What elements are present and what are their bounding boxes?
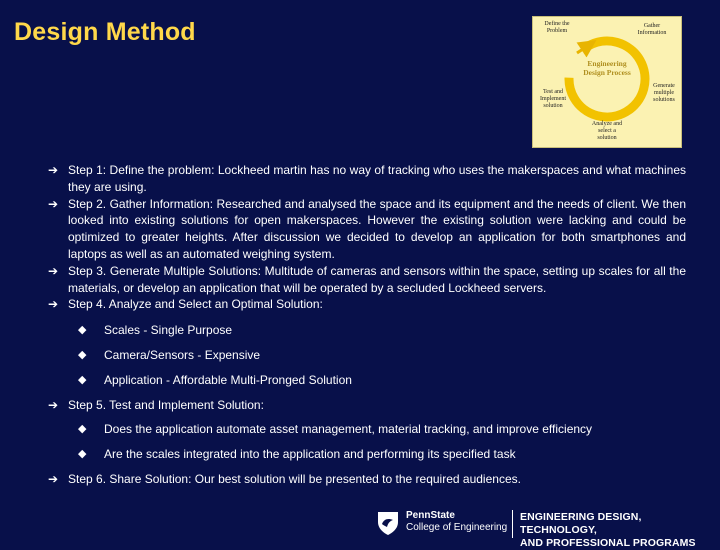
diamond-bullet-icon: ◆ [78,448,87,461]
diamond-bullet-icon: ◆ [78,324,87,337]
step-5-sub-item [48,446,686,463]
diagram-step-gather: Gather Information [637,23,667,36]
arrow-bullet-icon: ➔ [48,397,59,412]
diagram-step-analyze: Analyze and select a solution [591,121,623,141]
arrow-bullet-icon: ➔ [48,196,59,211]
department-name [520,511,720,550]
diamond-bullet-icon: ◆ [78,348,87,361]
step-4-sub-item [48,322,686,339]
arrow-bullet-icon: ➔ [48,263,59,278]
arrow-bullet-icon: ➔ [48,297,59,312]
step-1-bullet [48,162,686,196]
step-2-text: Step 2. Gather Information: Researched and analysed the space and its equipment and the needs of client. We then looked into existing solutions for open makerspaces. However the existing solution were lacking and could be optimized to greater heights. After discussion we decided to develop an application for both smartphones and laptops as well as an automated weighing system. [68,196,686,261]
step-5-bullet [48,397,686,414]
sub-item-text: Camera/Sensors - Expensive [104,347,261,362]
step-1-text: Step 1: Define the problem: Lockheed martin has no way of tracking who uses the makerspaces and what machines they are using. [68,163,686,194]
sub-item-text: Application - Affordable Multi-Pronged Solution [104,372,352,387]
step-5-sub-item [48,421,686,438]
diamond-bullet-icon: ◆ [78,373,87,386]
slide-body [48,162,686,488]
arrow-bullet-icon: ➔ [48,471,59,486]
sub-item-text: Does the application automate asset management, material tracking, and improve efficiency [104,422,593,437]
diamond-bullet-icon: ◆ [78,423,87,436]
slide-title: Design Method [14,18,196,46]
step-4-bullet [48,296,686,313]
step-6-bullet [48,471,686,488]
step-2-bullet [48,196,686,263]
penn-state-shield-icon [376,510,400,536]
footer-divider [512,510,513,538]
diagram-step-test: Test and Implement solution [540,89,566,109]
diagram-center-label: Engineering Design Process [583,59,631,77]
step-4-sub-item [48,372,686,389]
step-4-sub-item [48,347,686,364]
college-name: College of Engineering [406,522,508,533]
design-process-diagram [532,16,682,148]
penn-state-wordmark [406,510,507,534]
university-name: PennState [406,510,455,521]
department-line-2: AND PROFESSIONAL PROGRAMS [520,537,696,549]
step-6-text: Step 6. Share Solution: Our best solution will be presented to the required audiences. [68,471,521,486]
step-5-text: Step 5. Test and Implement Solution: [68,397,264,412]
arrow-bullet-icon: ➔ [48,163,59,177]
step-3-bullet [48,263,686,297]
department-line-1: ENGINEERING DESIGN, TECHNOLOGY, [520,511,642,536]
sub-item-text: Scales - Single Purpose [104,323,233,338]
diagram-step-generate: Generate multiple solutions [653,83,675,103]
sub-item-text: Are the scales integrated into the application and performing its specified task [104,447,516,462]
diagram-step-define: Define the Problem [544,21,570,34]
step-4-text: Step 4. Analyze and Select an Optimal Solution: [68,297,323,312]
step-3-text: Step 3. Generate Multiple Solutions: Multitude of cameras and sensors within the space, setting up scales for all the materials, or develop an application that will be operated by a secluded Lockheed servers. [68,263,686,295]
